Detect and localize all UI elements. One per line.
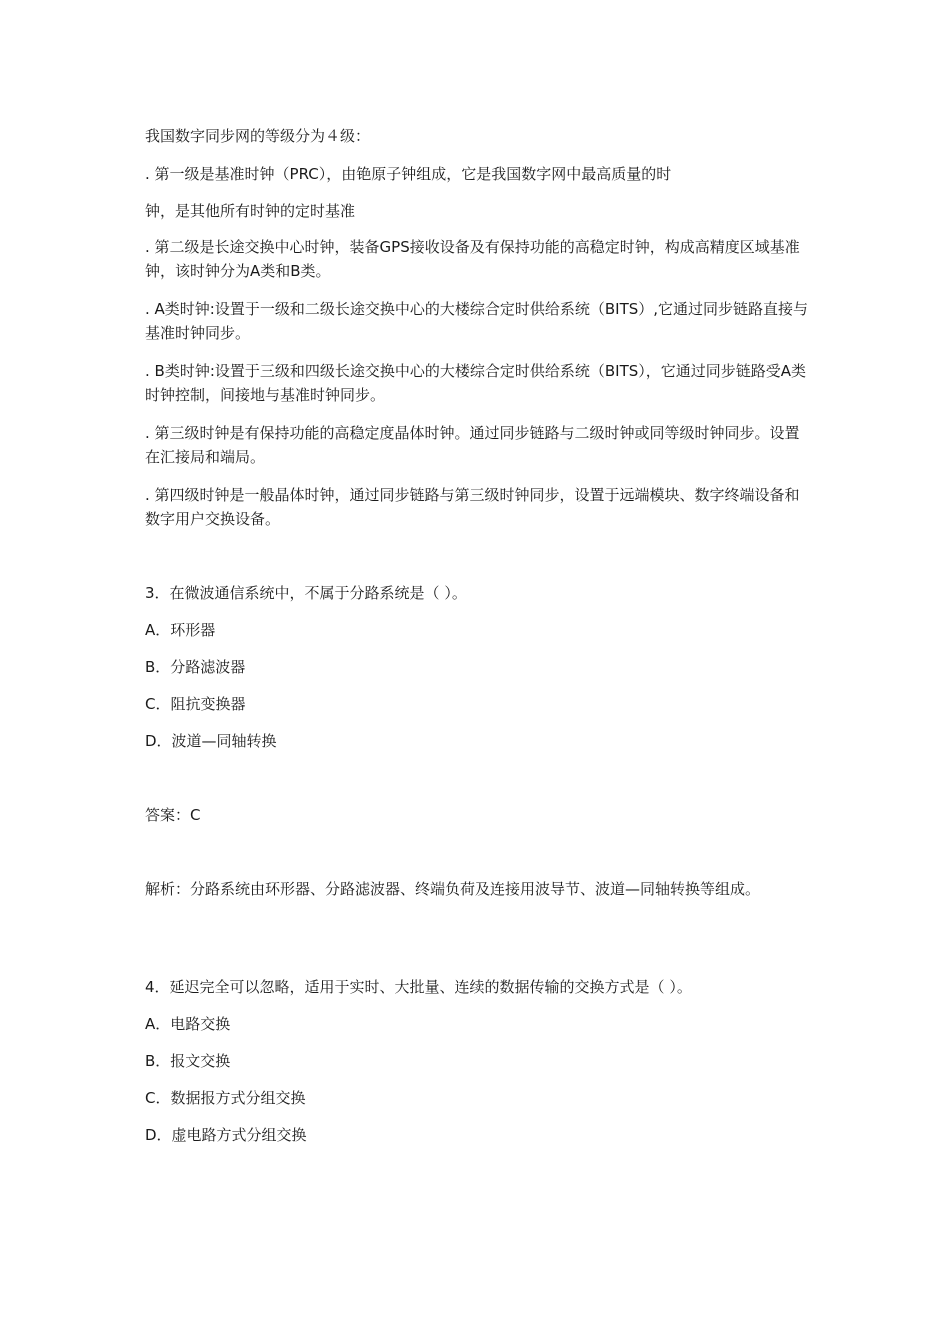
q4-option-b: B．报文交换 <box>145 1052 231 1070</box>
q4-option-a: A．电路交换 <box>145 1015 231 1033</box>
intro-heading: 我国数字同步网的等级分为４级： <box>145 127 371 145</box>
level1-line1: . 第一级是基准时钟（PRC），由铯原子钟组成，它是我国数字网中最高质量的时 <box>145 165 672 183</box>
q3-question: 3．在微波通信系统中，不属于分路系统是（ ）。 <box>145 584 467 602</box>
level4-paragraph: . 第四级时钟是一般晶体时钟，通过同步链路与第三级时钟同步，设置于远端模块、数字终端设备和数字用户交换设备。 <box>145 486 800 528</box>
q4-question: 4．延迟完全可以忽略，适用于实时、大批量、连续的数据传输的交换方式是（ ）。 <box>145 978 692 996</box>
level2-paragraph: . 第二级是长途交换中心时钟，装备GPS接收设备及有保持功能的高稳定时钟，构成高精度区域基准钟，该时钟分为A类和B类。 <box>145 238 800 280</box>
q4-option-c: C．数据报方式分组交换 <box>145 1089 306 1107</box>
class-a-paragraph: . A类时钟:设置于一级和二级长途交换中心的大楼综合定时供给系统（BITS）,它通过同步链路直接与基准时钟同步。 <box>145 300 809 342</box>
q4-option-d: D．虚电路方式分组交换 <box>145 1126 307 1144</box>
q3-answer: 答案：C <box>145 806 201 824</box>
q3-option-a: A．环形器 <box>145 621 216 639</box>
class-b-paragraph: . B类时钟:设置于三级和四级长途交换中心的大楼综合定时供给系统（BITS），它通过同步链路受A类时钟控制，间接地与基准时钟同步。 <box>145 362 807 404</box>
q3-option-d: D．波道—同轴转换 <box>145 732 277 750</box>
q3-option-b: B．分路滤波器 <box>145 658 246 676</box>
q3-analysis: 解析：分路系统由环形器、分路滤波器、终端负荷及连接用波导节、波道—同轴转换等组成。 <box>145 880 761 898</box>
level3-paragraph: . 第三级时钟是有保持功能的高稳定度晶体时钟。通过同步链路与二级时钟或同等级时钟同步。设置在汇接局和端局。 <box>145 424 800 466</box>
q3-option-c: C．阻抗变换器 <box>145 695 246 713</box>
level1-line2: 钟，是其他所有时钟的定时基准 <box>145 202 356 220</box>
